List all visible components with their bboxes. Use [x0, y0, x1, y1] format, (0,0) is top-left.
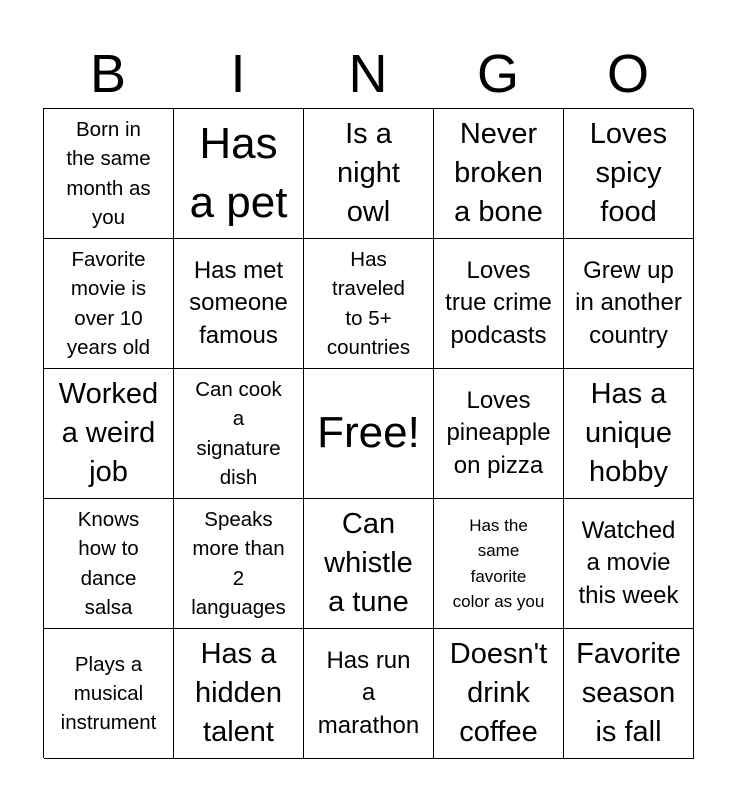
cell-text: Has run a marathon [317, 646, 420, 739]
cell-text: Has a hidden talent [194, 638, 283, 748]
cell-text: Has a unique hobby [584, 378, 673, 488]
cell-text: Born in the same month as you [66, 118, 151, 229]
cell-text: Loves true crime podcasts [445, 256, 552, 349]
cell-text: Has a pet [189, 119, 288, 227]
bingo-cell-r4-c5[interactable] [564, 499, 694, 629]
cell-text: Favorite movie is over 10 years old [66, 248, 151, 359]
bingo-cell-free[interactable] [304, 369, 434, 499]
cell-text: Watched a movie this week [578, 516, 679, 609]
cell-text: Has traveled to 5+ countries [326, 248, 411, 359]
bingo-cell-r5-c2[interactable] [174, 629, 304, 759]
bingo-cell-r4-c3[interactable] [304, 499, 434, 629]
bingo-cell-r1-c3[interactable] [304, 109, 434, 239]
bingo-cell-r4-c4[interactable] [434, 499, 564, 629]
cell-text: Grew up in another country [575, 256, 682, 349]
header-letter-g: G [476, 44, 519, 104]
cell-text: Loves pineapple on pizza [446, 386, 551, 479]
cell-text: Knows how to dance salsa [77, 508, 140, 619]
bingo-cell-r3-c2[interactable] [174, 369, 304, 499]
bingo-cell-r5-c1[interactable] [44, 629, 174, 759]
cell-text: Has the same favorite color as you [452, 515, 545, 611]
bingo-cell-r5-c5[interactable] [564, 629, 694, 759]
bingo-cell-r2-c3[interactable] [304, 239, 434, 369]
cell-text: Is a night owl [337, 118, 400, 228]
bingo-cell-r1-c1[interactable] [44, 109, 174, 239]
cell-text: Worked a weird job [58, 378, 159, 488]
cell-text: Never broken a bone [454, 118, 543, 228]
bingo-cell-r2-c1[interactable] [44, 239, 174, 369]
bingo-cell-r1-c4[interactable] [434, 109, 564, 239]
bingo-cell-r4-c2[interactable] [174, 499, 304, 629]
bingo-board [43, 108, 693, 758]
bingo-cell-r3-c4[interactable] [434, 369, 564, 499]
free-space-text: Free! [317, 408, 420, 458]
bingo-cell-r5-c4[interactable] [434, 629, 564, 759]
cell-text: Loves spicy food [589, 118, 668, 228]
bingo-header [43, 40, 693, 108]
bingo-cell-r4-c1[interactable] [44, 499, 174, 629]
bingo-cell-r1-c5[interactable] [564, 109, 694, 239]
bingo-cell-r3-c1[interactable] [44, 369, 174, 499]
cell-text: Doesn't drink coffee [449, 638, 548, 748]
bingo-cell-r2-c4[interactable] [434, 239, 564, 369]
header-letter-i: I [230, 44, 246, 104]
header-letter-b: B [89, 44, 127, 104]
bingo-cell-r2-c5[interactable] [564, 239, 694, 369]
bingo-cell-r3-c5[interactable] [564, 369, 694, 499]
cell-text: Has met someone famous [189, 256, 288, 349]
bingo-cell-r5-c3[interactable] [304, 629, 434, 759]
cell-text: Plays a musical instrument [60, 652, 157, 735]
cell-text: Can whistle a tune [324, 508, 413, 618]
header-letter-n: N [348, 44, 388, 104]
cell-text: Can cook a signature dish [195, 378, 282, 489]
cell-text: Favorite season is fall [576, 638, 681, 748]
header-letter-o: O [606, 44, 649, 104]
bingo-cell-r2-c2[interactable] [174, 239, 304, 369]
bingo-cell-r1-c2[interactable] [174, 109, 304, 239]
cell-text: Speaks more than 2 languages [191, 508, 286, 619]
